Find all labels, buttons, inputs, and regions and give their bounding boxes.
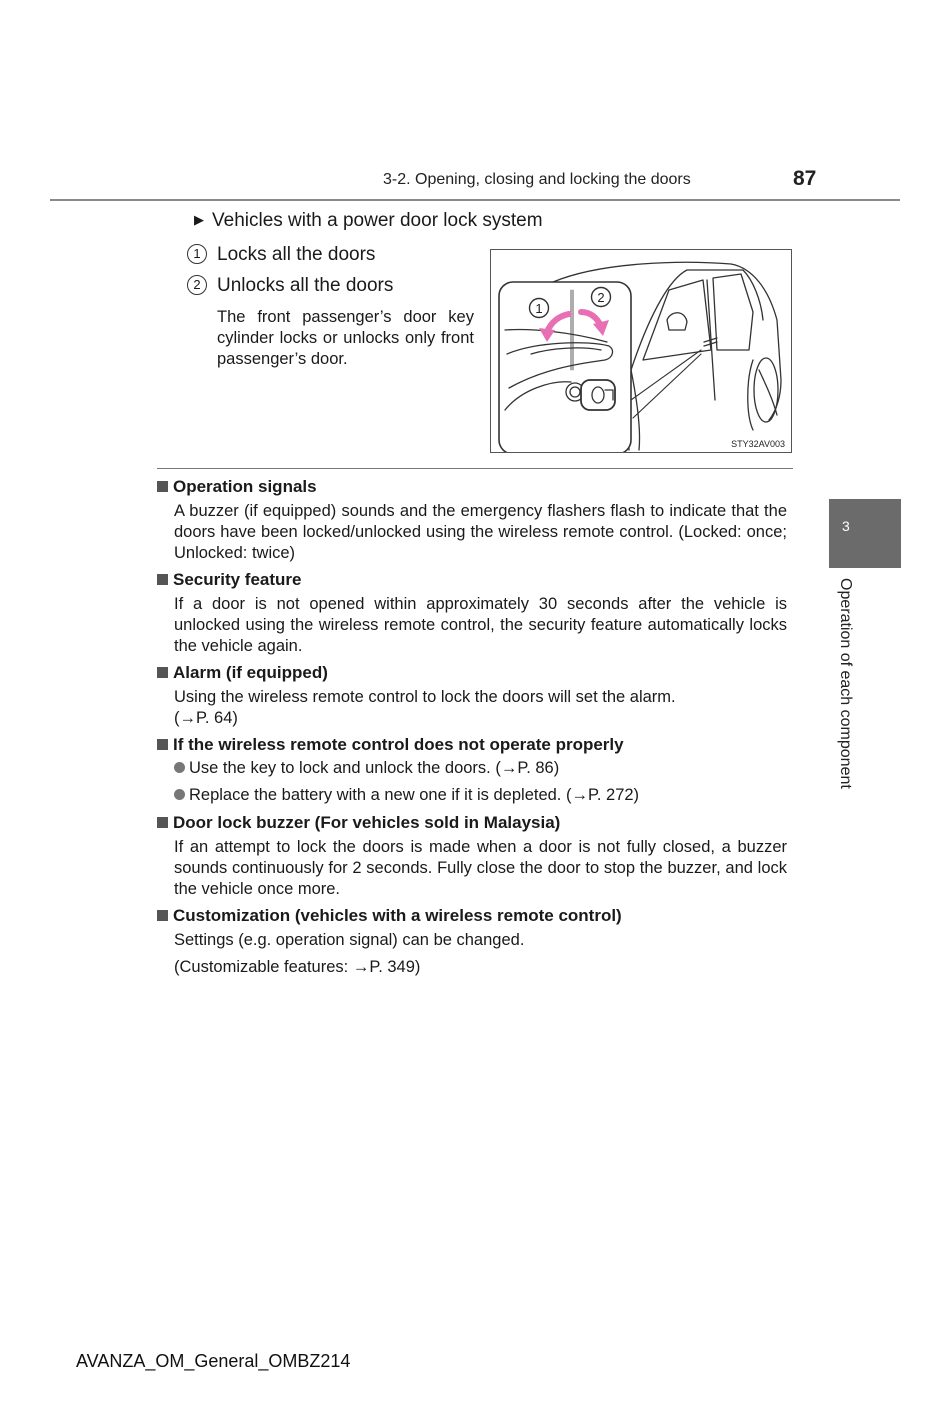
section-paragraph-reference: (Customizable features: →P. 349): [174, 958, 421, 976]
bullet-item: [174, 786, 639, 805]
chapter-number: 3: [842, 518, 850, 534]
page-number: 87: [793, 167, 817, 190]
square-bullet-icon: [157, 739, 168, 750]
round-bullet-icon: [174, 762, 185, 773]
square-bullet-icon: [157, 667, 168, 678]
section-heading-customization: [157, 906, 622, 926]
bullet-text: Replace the battery with a new one if it is depleted. (→P. 272): [189, 786, 640, 804]
section-heading-text: Customization (vehicles with a wireless remote control): [173, 906, 622, 925]
step-text: Unlocks all the doors: [217, 275, 394, 296]
step-number-badge: 1: [187, 244, 207, 264]
figure-caption: STY32AV003: [731, 439, 785, 449]
step-note: The front passenger’s door key cylinder locks or unlocks only front passenger’s door.: [217, 308, 474, 368]
square-bullet-icon: [157, 910, 168, 921]
section-heading-alarm: [157, 663, 328, 683]
bullet-text: Use the key to lock and unlock the doors. (→P. 86): [189, 759, 560, 777]
step-number-badge: 2: [187, 275, 207, 295]
step-item: [187, 275, 393, 297]
section-paragraph: If an attempt to lock the doors is made when a door is not fully closed, a buzzer sounds continuously for 2 seconds. Fully close the door to stop the buzzer, and lock the vehicle once more.: [174, 838, 787, 898]
section-heading-remote-not-operating: [157, 735, 624, 755]
square-bullet-icon: [157, 481, 168, 492]
round-bullet-icon: [174, 789, 185, 800]
section-paragraph: Settings (e.g. operation signal) can be changed.: [174, 931, 525, 949]
step-item: [187, 244, 375, 266]
section-heading-operation-signals: [157, 477, 317, 497]
footer-document-id: AVANZA_OM_General_OMBZ214: [76, 1351, 351, 1371]
subsection-heading-text: Vehicles with a power door lock system: [212, 210, 543, 231]
section-heading-text: If the wireless remote control does not operate properly: [173, 735, 624, 754]
section-heading-text: Security feature: [173, 570, 302, 589]
section-paragraph: A buzzer (if equipped) sounds and the emergency flashers flash to indicate that the doors have been locked/unlocked using the wireless remote control. (Locked: once; Unlocked: twice): [174, 502, 787, 562]
chapter-title: Operation of each component: [837, 578, 854, 789]
section-heading-door-lock-buzzer: [157, 813, 560, 833]
figure-callout: 1: [535, 301, 543, 316]
section-paragraph: Using the wireless remote control to lock the doors will set the alarm.: [174, 688, 676, 706]
section-heading-text: Operation signals: [173, 477, 317, 496]
door-lock-figure: [490, 249, 792, 453]
header-section-title: 3-2. Opening, closing and locking the doors: [383, 171, 691, 188]
subsection-heading: [194, 210, 543, 232]
triangle-right-icon: ▶: [194, 212, 204, 227]
section-heading-security-feature: [157, 570, 302, 590]
square-bullet-icon: [157, 817, 168, 828]
header-rule: [50, 199, 900, 201]
figure-callout: 2: [597, 290, 605, 305]
square-bullet-icon: [157, 574, 168, 585]
section-divider: [157, 468, 793, 469]
section-paragraph-reference: (→P. 64): [174, 709, 238, 727]
chapter-tab: [829, 499, 901, 568]
section-paragraph: If a door is not opened within approximately 30 seconds after the vehicle is unlocked using the wireless remote control, the security feature automatically locks the vehicle again.: [174, 595, 787, 655]
section-heading-text: Door lock buzzer (For vehicles sold in Malaysia): [173, 813, 561, 832]
section-heading-text: Alarm (if equipped): [173, 663, 328, 682]
car-door-illustration: [491, 250, 791, 452]
bullet-item: [174, 759, 559, 778]
step-text: Locks all the doors: [217, 244, 376, 265]
